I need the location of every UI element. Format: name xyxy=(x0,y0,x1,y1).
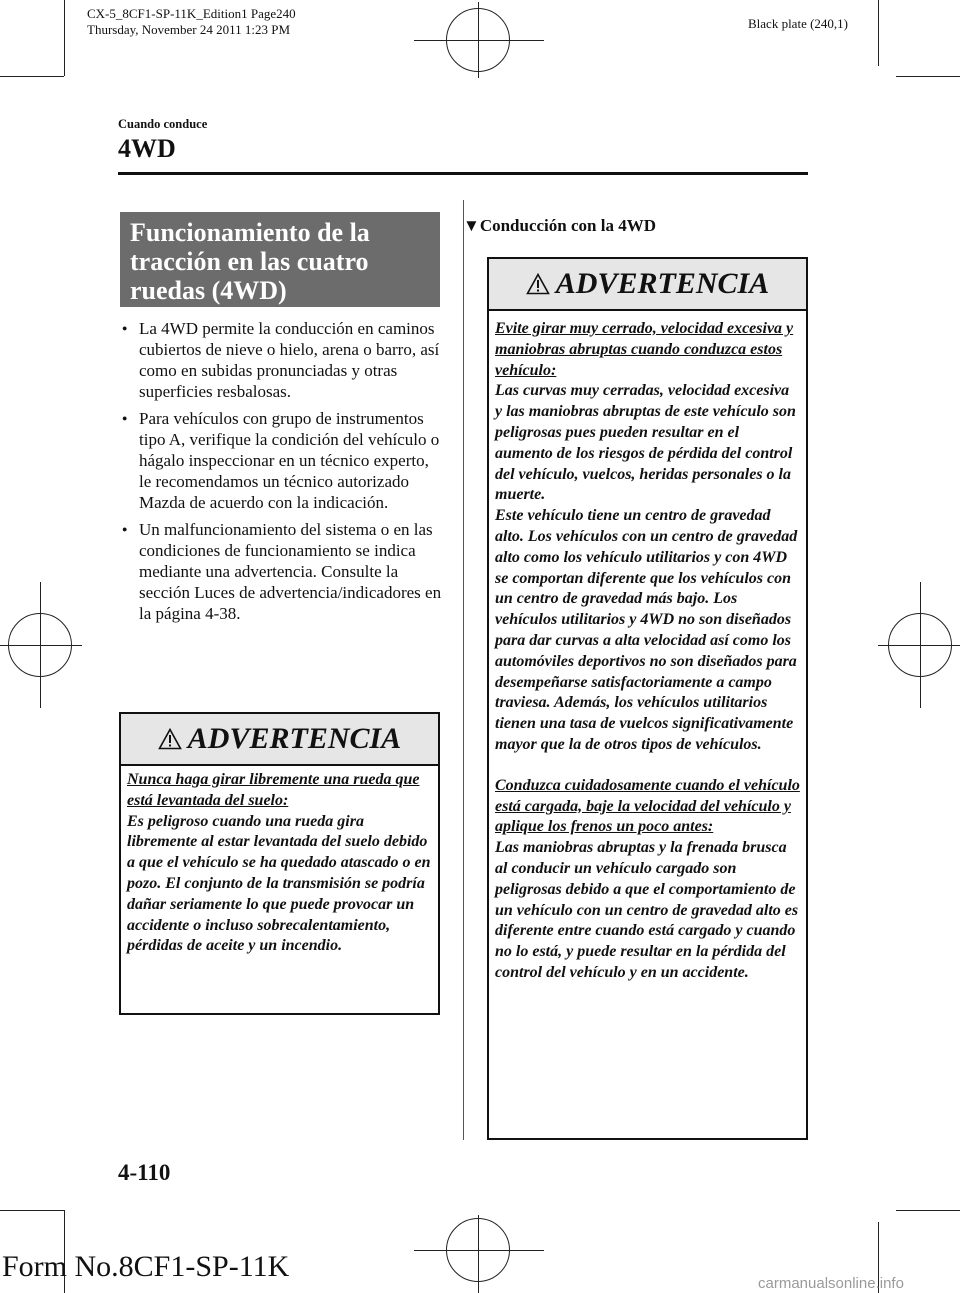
warning-heading: Nunca haga girar libremente una rueda que está levantada del suelo: xyxy=(127,771,420,809)
column-divider xyxy=(463,200,464,1140)
warning-body xyxy=(489,311,806,984)
warning-triangle-icon xyxy=(158,728,182,750)
warning-text: Las curvas muy cerradas, velocidad excesiva y las maniobras abruptas de este vehículo son peligrosas pues pueden resultar en el aumento de los riesgos de pérdida del control del vehículo, vuelcos, heridas personales o la muerte. xyxy=(495,382,796,504)
crop-mark xyxy=(878,0,879,66)
list-item: ● La 4WD permite la conducción en caminos cubiertos de nieve o hielo, arena o barro, así como en subidas pronunciadas y otras superficies resbalosas. xyxy=(122,318,442,402)
warning-text: Este vehículo tiene un centro de gravedad alto. Los vehículos con un centro de gravedad alto como los vehículo utilitarios y con 4WD se comportan diferente que los vehículos con un centro de gravedad más bajo. Los vehículos utilitarios y 4WD no son diseñados para dar curvas a alta velocidad así como los automóviles deportivos no son diseñados para desempeñarse satisfactoriamente a campo traviesa. Además, los vehículos utilitarios tienen una tasa de vuelcos significativamente mayor que la de otros tipos de vehículos. xyxy=(495,507,798,753)
watermark: carmanualsonline.info xyxy=(758,1275,904,1292)
warning-box xyxy=(119,712,440,1015)
file-info-line2: Thursday, November 24 2011 1:23 PM xyxy=(87,22,291,37)
warning-triangle-icon xyxy=(526,273,550,295)
crop-mark xyxy=(896,76,960,77)
list-item: ● Un malfuncionamiento del sistema o en las condiciones de funcionamiento se indica mediante una advertencia. Consulte la sección Luces de advertencia/indicadores en la página 4-38. xyxy=(122,519,442,624)
section-title-line: Funcionamiento de la xyxy=(130,218,370,247)
warning-title: ADVERTENCIA xyxy=(555,267,770,300)
section-label: Cuando conduce xyxy=(118,117,208,131)
registration-circle xyxy=(446,8,510,72)
warning-heading: Conduzca cuidadosamente cuando el vehículo está cargada, baje la velocidad del vehículo y aplique los frenos un poco antes: xyxy=(495,776,800,836)
section-title-line: ruedas (4WD) xyxy=(130,276,287,305)
list-item: ● Para vehículos con grupo de instrumentos tipo A, verifique la condición del vehículo o hágalo inspeccionar en un técnico experto, le recomendamos un técnico autorizado Mazda de acuerdo con la indicación. xyxy=(122,408,442,513)
registration-circle xyxy=(446,1218,510,1282)
subheading-text: Conducción con la 4WD xyxy=(479,216,656,235)
page-number: 4-110 xyxy=(118,1160,171,1185)
triangle-down-icon: ▼ xyxy=(463,216,480,235)
plate-label: Black plate (240,1) xyxy=(748,16,848,31)
warning-text: Es peligroso cuando una rueda gira libremente al estar levantada del suelo debido a que el vehículo se ha quedado atascado o en pozo. El conjunto de la transmisión se podría dañar seriamente lo que puede provocar un accidente o incluso sobrecalentamiento, pérdidas de aceite y un incendio. xyxy=(127,812,431,955)
section-title-line: tracción en las cuatro xyxy=(130,247,369,276)
warning-title: ADVERTENCIA xyxy=(187,722,402,755)
warning-body xyxy=(121,766,438,957)
spacer xyxy=(495,756,800,776)
warning-heading: Evite girar muy cerrado, velocidad excesiva y maniobras abruptas cuando conduzca estos vehículo: xyxy=(495,320,794,379)
warning-text: Las maniobras abruptas y la frenada brusca al conducir un vehículo cargado son peligrosas debido a que el comportamiento de un vehículo con un centro de gravedad alto es diferente entre cuando está cargado y cuando no lo está, y puede resultar en la pérdida del control del vehículo y en un accidente. xyxy=(495,839,799,981)
file-info xyxy=(87,6,296,38)
subheading xyxy=(463,216,656,236)
bullet-list xyxy=(122,318,442,630)
header-rule xyxy=(118,172,808,175)
file-info-line1: CX-5_8CF1-SP-11K_Edition1 Page240 xyxy=(87,6,296,21)
form-number: Form No.8CF1-SP-11K xyxy=(2,1250,290,1283)
registration-circle xyxy=(888,613,952,677)
crop-mark xyxy=(0,76,64,77)
warning-header xyxy=(489,259,806,311)
warning-box xyxy=(487,257,808,1140)
registration-circle xyxy=(8,613,72,677)
crop-mark xyxy=(896,1210,960,1211)
crop-mark xyxy=(64,0,65,76)
crop-mark xyxy=(0,1210,64,1211)
section-title-box xyxy=(120,212,440,307)
warning-header xyxy=(121,714,438,766)
chapter-title: 4WD xyxy=(118,134,176,163)
